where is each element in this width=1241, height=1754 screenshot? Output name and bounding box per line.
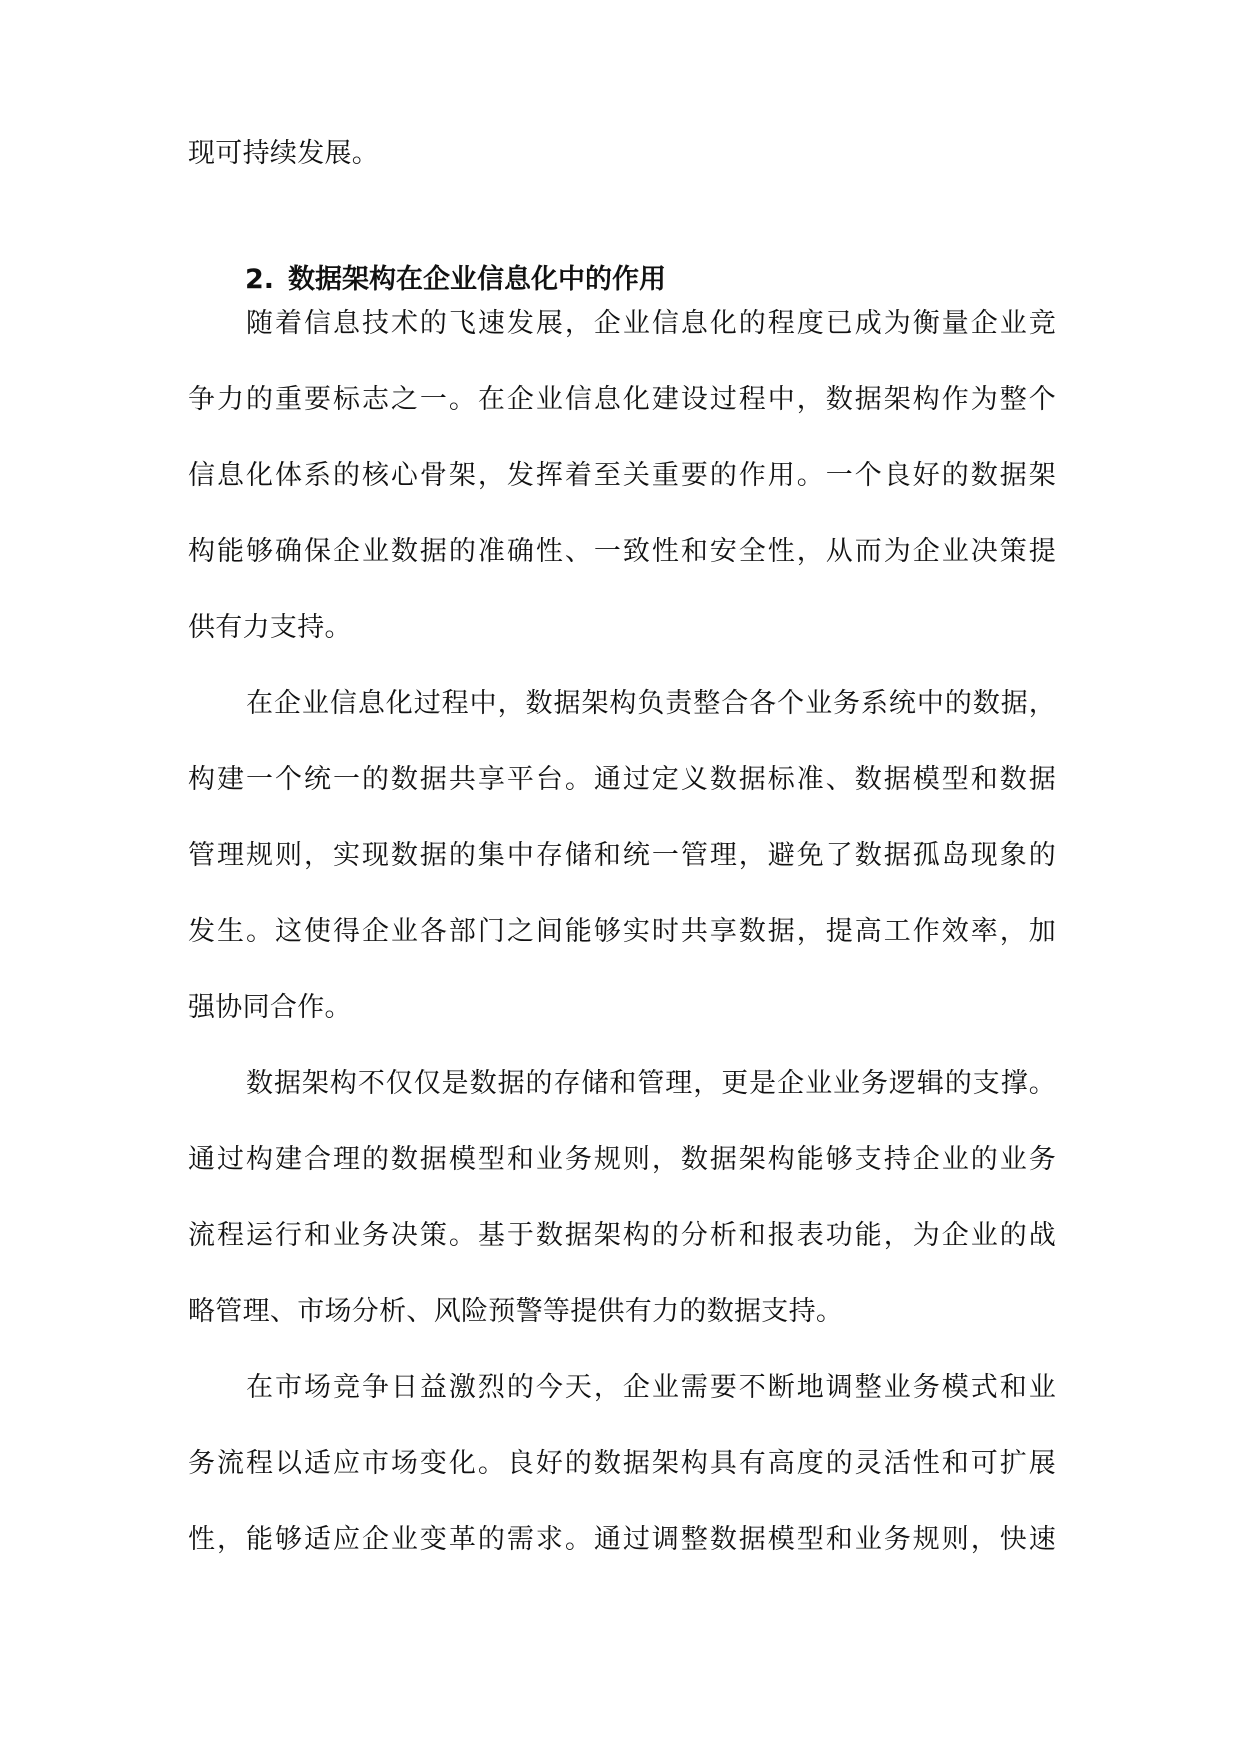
paragraph-3 (188, 1046, 1056, 1350)
text-line: 现可持续发展。 (188, 138, 380, 169)
section-number: 2. (245, 264, 275, 295)
continuation-text (188, 116, 1056, 192)
text-line: 信息化体系的核心骨架，发挥着至关重要的作用。一个良好的数据架 (188, 460, 1056, 491)
text-line: 争力的重要标志之一。在企业信息化建设过程中，数据架构作为整个 (188, 384, 1056, 415)
text-line: 在企业信息化过程中，数据架构负责整合各个业务系统中的数据， (246, 688, 1056, 719)
text-line: 略管理、市场分析、风险预警等提供有力的数据支持。 (188, 1296, 844, 1327)
paragraph-4 (188, 1350, 1056, 1578)
paragraph-2 (188, 666, 1056, 1046)
text-line: 性，能够适应企业变革的需求。通过调整数据模型和业务规则，快速 (188, 1524, 1056, 1555)
text-line: 在市场竞争日益激烈的今天，企业需要不断地调整业务模式和业 (246, 1372, 1056, 1403)
text-line: 构建一个统一的数据共享平台。通过定义数据标准、数据模型和数据 (188, 764, 1056, 795)
text-line: 发生。这使得企业各部门之间能够实时共享数据，提高工作效率，加 (188, 916, 1056, 947)
text-line: 强协同合作。 (188, 992, 352, 1023)
paragraph-1 (188, 286, 1056, 666)
text-line: 务流程以适应市场变化。良好的数据架构具有高度的灵活性和可扩展 (188, 1448, 1056, 1479)
text-line: 随着信息技术的飞速发展，企业信息化的程度已成为衡量企业竞 (246, 308, 1056, 339)
text-line: 管理规则，实现数据的集中存储和统一管理，避免了数据孤岛现象的 (188, 840, 1056, 871)
text-line: 数据架构不仅仅是数据的存储和管理，更是企业业务逻辑的支撑。 (246, 1068, 1056, 1099)
section-title: 数据架构在企业信息化中的作用 (288, 264, 667, 295)
text-line: 通过构建合理的数据模型和业务规则，数据架构能够支持企业的业务 (188, 1144, 1056, 1175)
text-line: 供有力支持。 (188, 612, 352, 643)
text-line: 流程运行和业务决策。基于数据架构的分析和报表功能，为企业的战 (188, 1220, 1056, 1251)
text-line: 构能够确保企业数据的准确性、一致性和安全性，从而为企业决策提 (188, 536, 1056, 567)
